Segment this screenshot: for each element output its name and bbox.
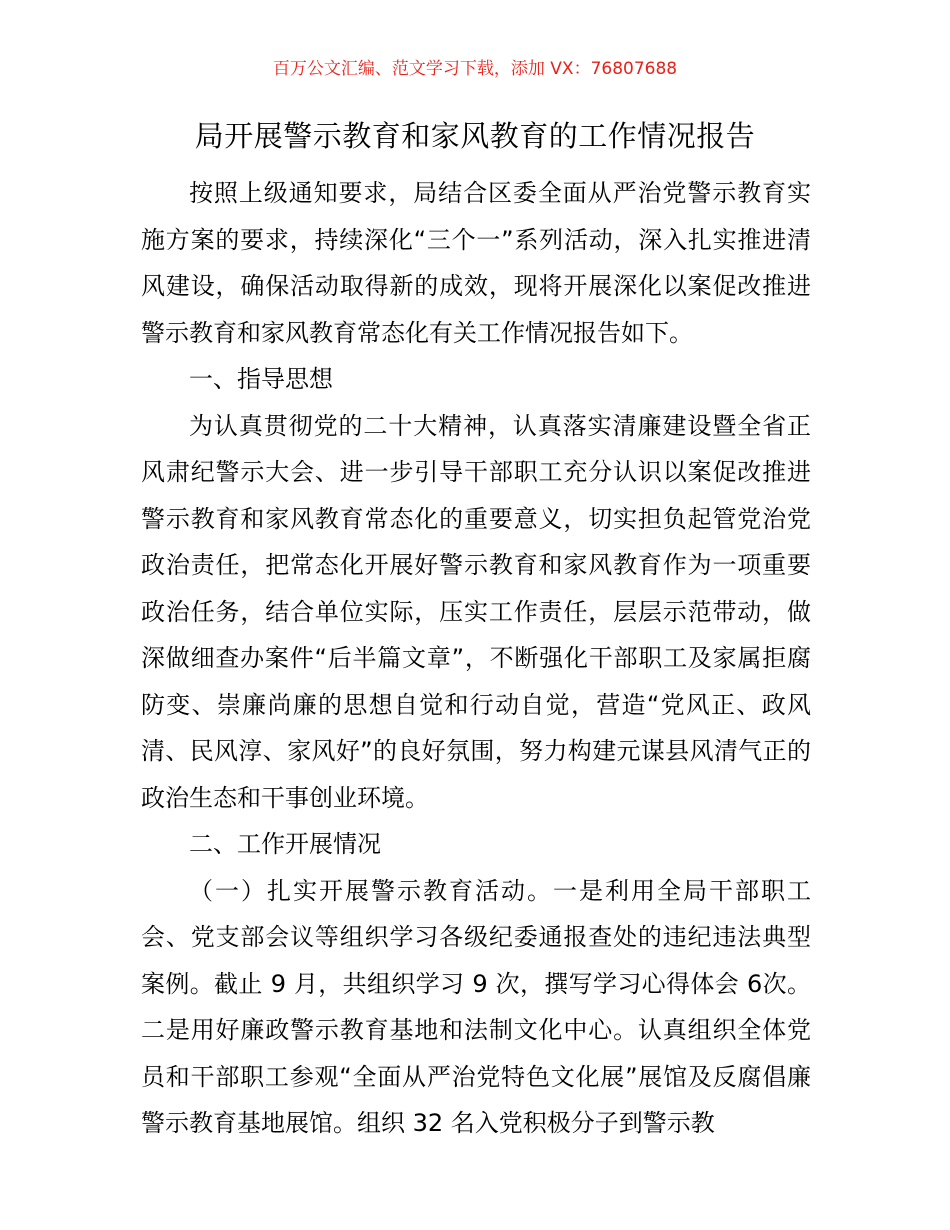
header-banner: 百万公文汇编、范文学习下载，添加 VX：76807688 — [272, 59, 678, 79]
section-heading-guiding-ideology: 一、指导思想 — [189, 365, 333, 393]
document-body — [141, 170, 811, 1147]
section-paragraph-work-progress: （一）扎实开展警示教育活动。一是利用全局干部职工会、党支部会议等组织学习各级纪委通报查处的违纪违法典型案例。截止 9 月，共组织学习 9 次，撰写学习心得体会 6次。二是用好廉政警示教育基地和法制文化中心。认真组织全体党员和干部职工参观“全面从严治党特色文化展”展馆及反腐倡廉警示教育基地展馆。组织 32 名入党积极分子到警示教 — [141, 876, 811, 1137]
section-paragraph-guiding-ideology: 为认真贯彻党的二十大精神，认真落实清廉建设暨全省正风肃纪警示大会、进一步引导干部职工充分认识以案促改推进警示教育和家风教育常态化的重要意义，切实担负起管党治党政治责任，把常态化开展好警示教育和家风教育作为一项重要政治任务，结合单位实际，压实工作责任，层层示范带动，做深做细查办案件“后半篇文章”，不断强化干部职工及家属拒腐防变、崇廉尚廉的思想自觉和行动自觉，营造“党风正、政风清、民风淳、家风好”的良好氛围，努力构建元谋县风清气正的政治生态和干事创业环境。 — [141, 411, 811, 812]
section-heading-work-progress: 二、工作开展情况 — [189, 830, 381, 858]
document-title: 局开展警示教育和家风教育的工作情况报告 — [194, 119, 756, 153]
intro-paragraph: 按照上级通知要求，局结合区委全面从严治党警示教育实施方案的要求，持续深化“三个一”系列活动，深入扎实推进清风建设，确保活动取得新的成效，现将开展深化以案促改推进警示教育和家风教育常态化有关工作情况报告如下。 — [141, 179, 811, 347]
